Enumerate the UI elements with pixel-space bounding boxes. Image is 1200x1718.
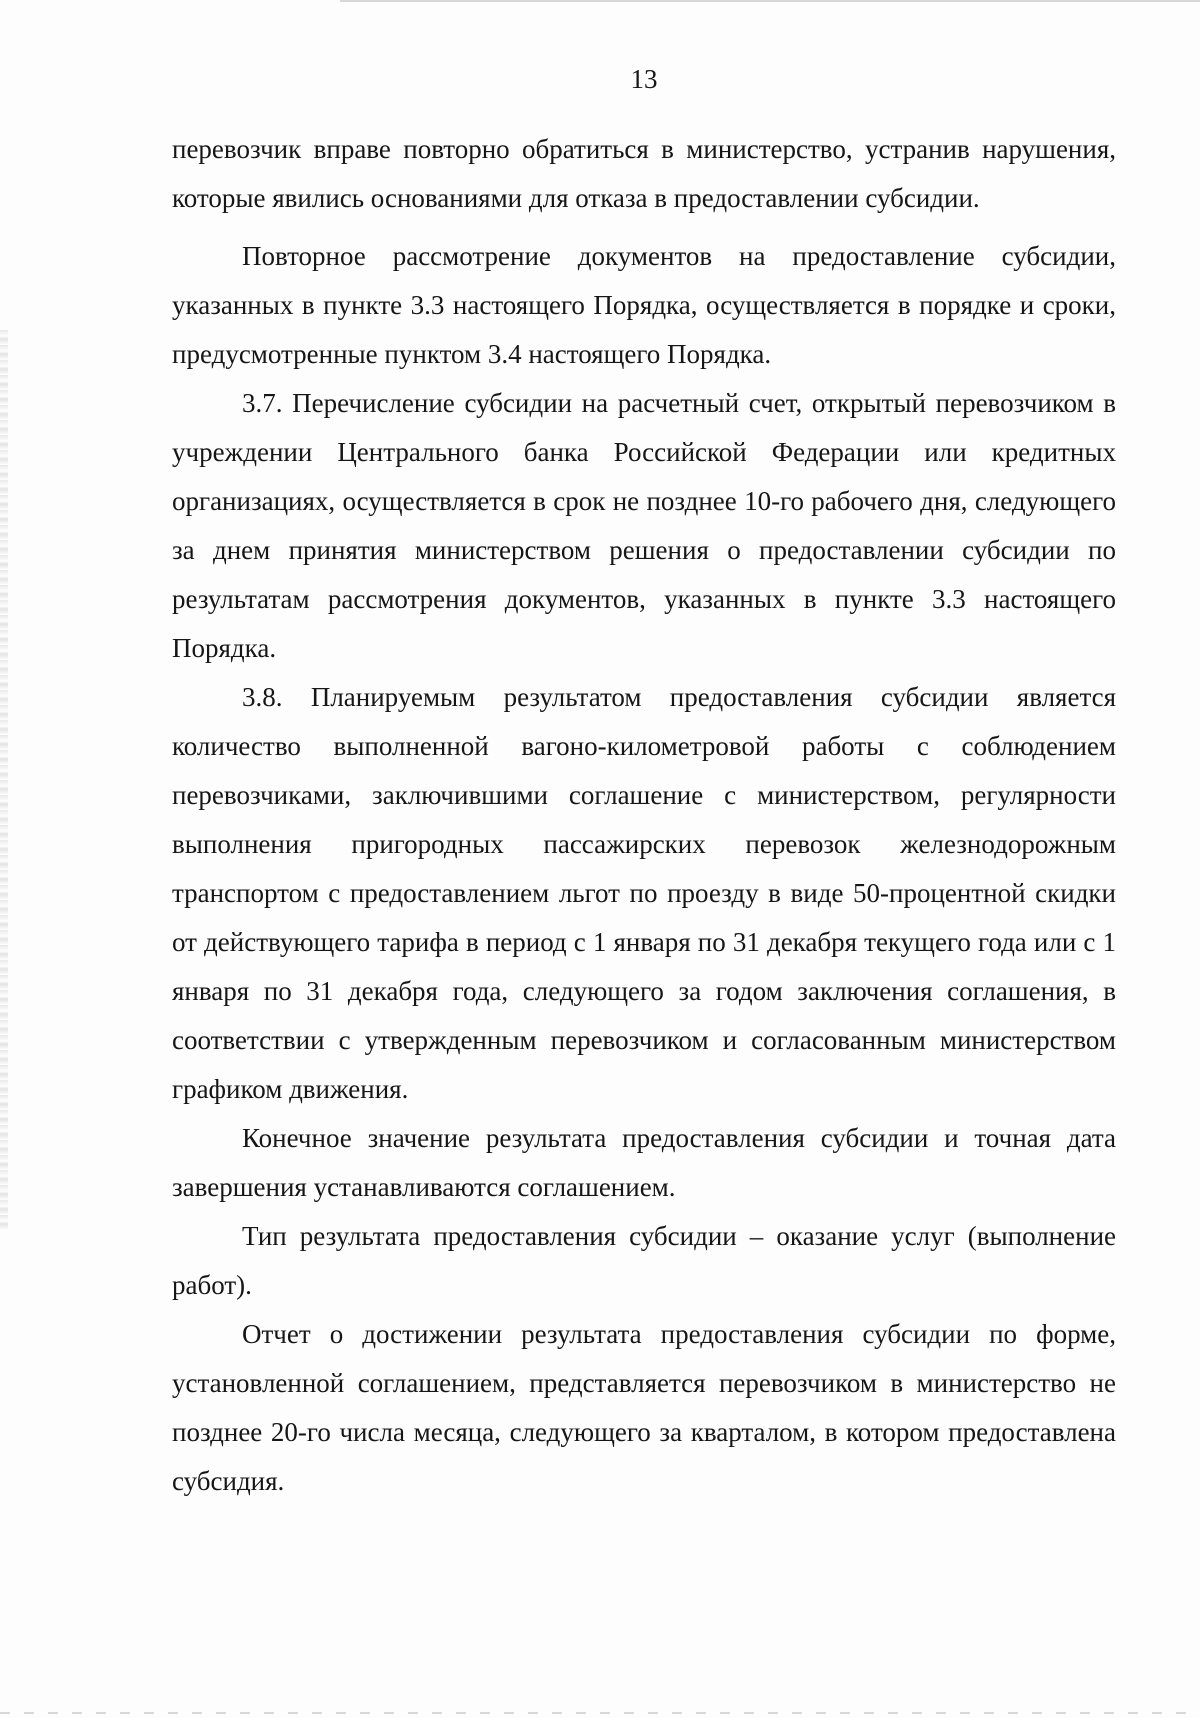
scan-edge-top: [340, 0, 1200, 2]
paragraph: Отчет о достижении результата предоставления субсидии по форме, установленной соглашением, представляется перевозчиком в министерство не позднее 20-го числа месяца, следующего за кварталом, в котором предоставлена субсидия.: [172, 1319, 1116, 1496]
paragraph: перевозчик вправе повторно обратиться в министерство, устранив нарушения, которые явились основаниями для отказа в предоставлении субсидии.: [172, 134, 1116, 213]
paragraph: Повторное рассмотрение документов на предоставление субсидии, указанных в пункте 3.3 настоящего Порядка, осуществляется в порядке и сроки, предусмотренные пунктом 3.4 настоящего Порядка.: [172, 241, 1116, 369]
scan-edge-left: [0, 330, 8, 1230]
paragraph: 3.8. Планируемым результатом предоставления субсидии является количество выполненной вагоно-километровой работы с соблюдением перевозчиками, заключившими соглашение с министерством, регулярности выполнения пригородных пассажирских перевозок железнодорожным транспортом с предоставлением льгот по проезду в виде 50-процентной скидки от действующего тарифа в период с 1 января по 31 декабря текущего года или с 1 января по 31 декабря года, следующего за годом заключения соглашения, в соответствии с утвержденным перевозчиком и согласованным министерством графиком движения.: [172, 682, 1116, 1104]
paragraph: Тип результата предоставления субсидии – оказание услуг (выполнение работ).: [172, 1221, 1116, 1300]
page-number: 13: [630, 64, 658, 94]
scan-edge-bottom: [0, 1712, 1200, 1714]
body-text: [172, 125, 1116, 1506]
paragraph: Конечное значение результата предоставления субсидии и точная дата завершения устанавливаются соглашением.: [172, 1123, 1116, 1202]
paragraph: 3.7. Перечисление субсидии на расчетный счет, открытый перевозчиком в учреждении Центрального банка Российской Федерации или кредитных организациях, осуществляется в срок не позднее 10-го рабочего дня, следующего за днем принятия министерством решения о предоставлении субсидии по результатам рассмотрения документов, указанных в пункте 3.3 настоящего Порядка.: [172, 388, 1116, 663]
